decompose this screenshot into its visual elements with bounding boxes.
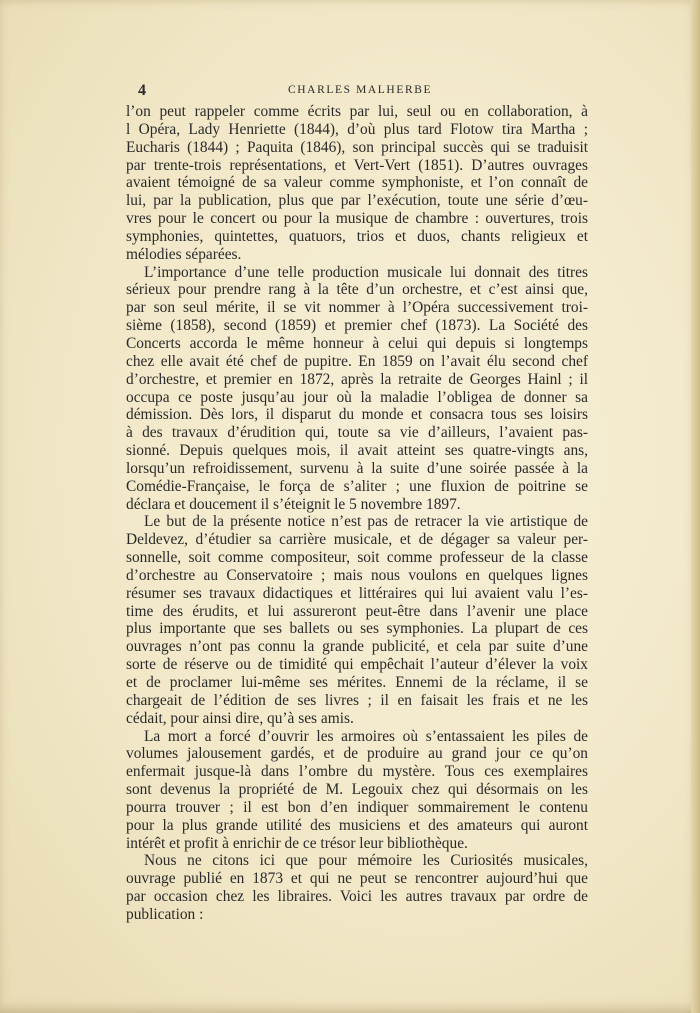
text-line: Eucharis (1844) ; Paquita (1846), son principal succès qui se traduisit [126,138,588,156]
text-line: par occasion chez les libraires. Voici les autres travaux par ordre de [126,888,588,906]
text-line: Nous ne citons ici que pour mémoire les Curiosités musicales, [144,852,588,870]
text-line: lui, par la publication, plus que par l’exécution, toute une série d’œu- [126,192,588,210]
text-line: ouvrage publié en 1873 et qui ne peut se rencontrer aujourd’hui que [126,870,588,888]
text-line: time des érudits, et lui assureront peut-être dans l’avenir une place [126,602,588,620]
text-line: Comédie-Française, le força de s’aliter ; une fluxion de poitrine se [126,477,588,495]
text-line: publication : [126,905,204,923]
text-line: enfermait jusque-là dans l’ombre du mystère. Tous ces exemplaires [126,763,588,781]
text-line: chez elle avait été chef de pupitre. En 1859 on l’avait élu second chef [126,352,588,370]
text-line: sont devenus la propriété de M. Legouix chez qui désormais on les [126,781,588,799]
text-line: cédait, pour ainsi dire, qu’à ses amis. [126,709,354,727]
text-line: L’importance d’une telle production musicale lui donnait des titres [144,263,588,281]
text-line: Le but de la présente notice n’est pas de retracer la vie artistique de [144,513,588,531]
text-line: sionné. Depuis quelques mois, il avait atteint ses quatre-vingts ans, [126,442,588,460]
text-line: avaient témoigné de sa valeur comme symphoniste, et l’on connaît de [126,174,588,192]
text-line: chargeait de l’édition de ses livres ; il en faisait les frais et ne les [126,691,588,709]
page-edge [691,0,700,1013]
text-line: plus importante que ses ballets ou ses symphonies. La plupart de ces [126,620,588,638]
text-line: Deldevez, d’étudier sa carrière musicale, et de dégager sa valeur per- [126,531,588,549]
text-line: d’orchestre au Conservatoire ; mais nous voulons en quelques lignes [126,566,588,584]
page-header [138,82,593,102]
text-line: volumes jalousement gardés, et de produire au grand jour ce qu’on [126,745,588,763]
text-line: et de proclamer lui-même ses mérites. Ennemi de la réclame, il se [126,674,588,691]
text-line: déclara et doucement il s’éteignit le 5 novembre 1897. [126,495,461,513]
text-line: pourra trouver ; il est bon d’en indiquer sommairement le contenu [126,798,588,816]
text-line: résumer ses travaux didactiques et littéraires qui lui avaient valu l’es- [126,584,588,602]
text-line: Concerts accorda le même honneur à celui qui depuis si longtemps [126,334,588,352]
text-line: ouvrages n’ont pas connu la grande publicité, et cela par suite d’une [126,638,588,656]
text-line: mélodies séparées. [126,245,242,263]
paragraph [126,513,588,727]
body-text [126,103,588,924]
text-line: d’orchestre, et premier en 1872, après la retraite de Georges Hainl ; il [126,370,588,388]
text-line: intérêt et profit à enrichir de ce trésor leur bibliothèque. [126,834,468,852]
paragraph [126,103,588,264]
text-line: sonnelle, soit comme compositeur, soit comme professeur de la classe [126,549,588,567]
text-line: par trente-trois représentations, et Vert-Vert (1851). D’autres ouvrages [126,156,588,174]
text-line: La mort a forcé d’ouvrir les armoires où s’entassaient les piles de [144,727,588,745]
running-head: CHARLES MALHERBE [288,84,433,96]
text-line: vres pour le concert ou pour la musique de chambre : ouvertures, trois [126,210,588,228]
text-line: symphonies, quintettes, quatuors, trios et duos, chants religieux et [126,227,588,245]
text-line: démission. Dès lors, il disparut du monde et consacra tous ses loisirs [126,406,588,424]
paragraph [126,264,588,514]
text-line: à des travaux d’érudition qui, toute sa vie d’ailleurs, l’avaient pas- [126,424,588,442]
text-line: sorte de réserve ou de timidité qui empêchait l’auteur d’élever la voix [126,656,588,674]
text-line: lorsqu’un refroidissement, survenu à la suite d’une soirée passée à la [126,459,588,477]
paragraph [126,852,588,923]
paragraph [126,728,588,853]
text-line: l Opéra, Lady Henriette (1844), d’où plus tard Flotow tira Martha ; [126,120,588,138]
text-line: l’on peut rappeler comme écrits par lui, seul ou en collaboration, à [126,103,588,120]
text-line: sième (1858), second (1859) et premier chef (1873). La Société des [126,317,588,335]
text-line: pour la plus grande utilité des musiciens et des amateurs qui auront [126,816,588,834]
text-line: sérieux pour prendre rang à la tête d’un orchestre, et c’est ainsi que, [126,281,588,299]
text-line: par son seul mérite, il se vit nommer à l’Opéra successivement troi- [126,299,588,317]
text-line: occupa ce poste jusqu’au jour où la maladie l’obligea de donner sa [126,388,588,406]
page-number: 4 [138,82,146,99]
